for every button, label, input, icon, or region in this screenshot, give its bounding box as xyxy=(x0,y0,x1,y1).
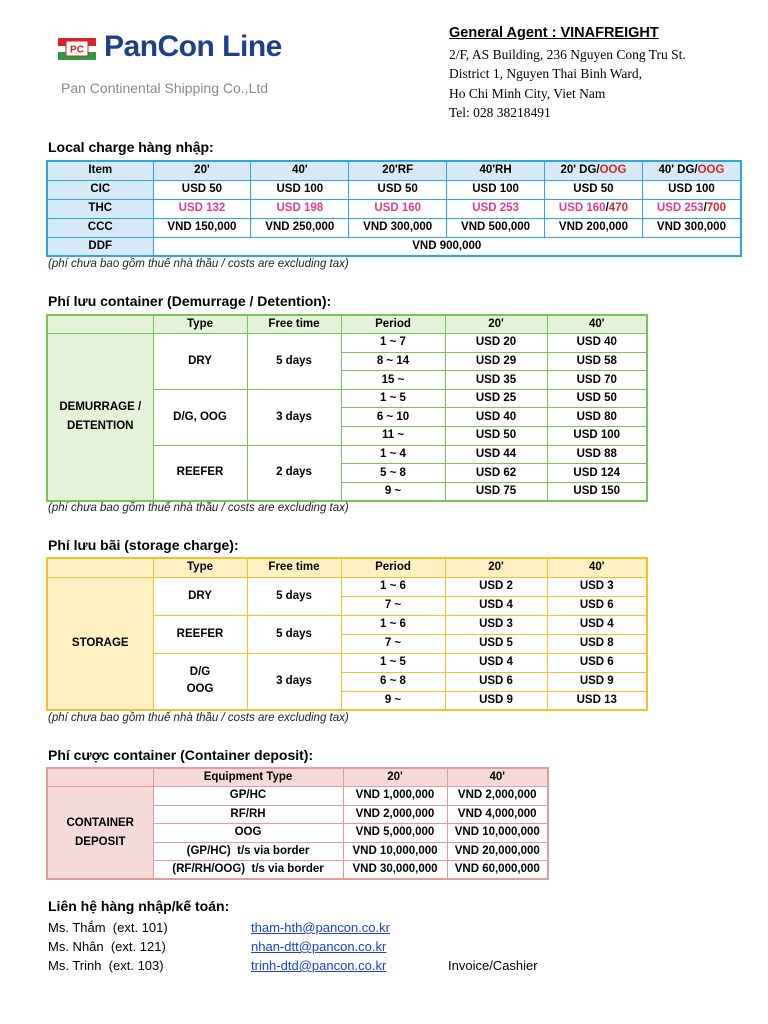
row-label-thc: THC xyxy=(47,199,153,218)
tax-note: (phí chưa bao gồm thuế nhà thầu / costs are excluding tax) xyxy=(48,502,349,514)
table-cell: USD 100 xyxy=(642,180,741,199)
table-cell: USD 2 xyxy=(445,577,547,596)
storage-table xyxy=(46,557,648,711)
table-cell: USD 25 xyxy=(445,389,547,408)
free-time-cell: 2 days xyxy=(247,445,341,501)
period-cell: 8 ~ 14 xyxy=(341,352,445,371)
contact-row xyxy=(48,956,648,975)
deposit-label: CONTAINER DEPOSIT xyxy=(47,787,153,880)
table-cell: VND 5,000,000 xyxy=(343,824,447,843)
table-cell: USD 100 xyxy=(251,180,349,199)
table-cell: USD 6 xyxy=(547,596,647,615)
header-cell: 40' DG/OOG xyxy=(642,161,741,180)
table-cell: USD 44 xyxy=(445,445,547,464)
table-cell: USD 160/470 xyxy=(545,199,643,218)
table-cell: USD 3 xyxy=(547,577,647,596)
contacts-title: Liên hệ hàng nhập/kế toán: xyxy=(48,898,230,914)
header-cell: Type xyxy=(153,315,247,334)
tax-note: (phí chưa bao gồm thuế nhà thầu / costs are excluding tax) xyxy=(48,712,349,724)
header-cell: 20' xyxy=(445,315,547,334)
table-cell: USD 75 xyxy=(445,482,547,501)
table-cell: USD 40 xyxy=(547,334,647,353)
agent-title: General Agent : VINAFREIGHT xyxy=(449,25,659,41)
table-cell: USD 3 xyxy=(445,615,547,634)
contacts-list xyxy=(48,918,648,975)
table-cell: USD 29 xyxy=(445,352,547,371)
table-cell: VND 300,000 xyxy=(642,218,741,237)
address-phone: Tel: 028 38218491 xyxy=(449,105,551,120)
header-cell: Equipment Type xyxy=(153,768,343,787)
contact-name: Ms. Thắm (ext. 101) xyxy=(48,920,168,935)
logo-text: PanCon Line xyxy=(104,30,282,63)
contact-name: Ms. Trinh (ext. 103) xyxy=(48,958,164,973)
free-time-cell: 5 days xyxy=(247,615,341,653)
demurrage-label: DEMURRAGE / DETENTION xyxy=(47,334,153,501)
period-cell: 1 ~ 4 xyxy=(341,445,445,464)
type-cell: REEFER xyxy=(153,615,247,653)
header-cell: Type xyxy=(153,558,247,577)
table-cell: USD 253/700 xyxy=(642,199,741,218)
period-cell: 9 ~ xyxy=(341,691,445,710)
period-cell: 1 ~ 5 xyxy=(341,653,445,672)
type-cell: DRY xyxy=(153,334,247,390)
equipment-cell: RF/RH xyxy=(153,805,343,824)
header-cell xyxy=(47,315,153,334)
table-cell: USD 50 xyxy=(349,180,447,199)
table-cell: USD 100 xyxy=(447,180,545,199)
type-cell: DRY xyxy=(153,577,247,615)
deposit-table xyxy=(46,767,549,880)
storage-title: Phí lưu bãi (storage charge): xyxy=(48,537,239,553)
row-label-ccc: CCC xyxy=(47,218,153,237)
period-cell: 15 ~ xyxy=(341,371,445,390)
contact-email-link[interactable]: trinh-dtd@pancon.co.kr xyxy=(251,958,387,973)
period-cell: 1 ~ 7 xyxy=(341,334,445,353)
table-cell: USD 6 xyxy=(547,653,647,672)
table-cell: VND 2,000,000 xyxy=(343,805,447,824)
table-cell: USD 124 xyxy=(547,464,647,483)
period-cell: 9 ~ xyxy=(341,482,445,501)
free-time-cell: 5 days xyxy=(247,334,341,390)
header-cell: Period xyxy=(341,315,445,334)
free-time-cell: 3 days xyxy=(247,653,341,710)
table-cell: USD 20 xyxy=(445,334,547,353)
header-cell: 20' xyxy=(343,768,447,787)
table-cell: VND 900,000 xyxy=(153,237,741,256)
header-cell: Free time xyxy=(247,558,341,577)
table-cell: USD 50 xyxy=(153,180,251,199)
row-label-cic: CIC xyxy=(47,180,153,199)
header-cell: Period xyxy=(341,558,445,577)
table-cell: USD 50 xyxy=(547,389,647,408)
header-cell: 40' xyxy=(447,768,548,787)
header-cell: 20' DG/OOG xyxy=(545,161,643,180)
period-cell: 6 ~ 10 xyxy=(341,408,445,427)
table-cell: VND 200,000 xyxy=(545,218,643,237)
free-time-cell: 3 days xyxy=(247,389,341,445)
address-line: District 1, Nguyen Thai Binh Ward, xyxy=(449,66,643,81)
period-cell: 1 ~ 6 xyxy=(341,615,445,634)
equipment-cell: OOG xyxy=(153,824,343,843)
type-cell: D/G OOG xyxy=(153,653,247,710)
table-cell: USD 5 xyxy=(445,634,547,653)
local-charge-title: Local charge hàng nhập: xyxy=(48,139,214,155)
table-cell: VND 500,000 xyxy=(447,218,545,237)
type-cell: D/G, OOG xyxy=(153,389,247,445)
header-cell xyxy=(47,558,153,577)
header-cell: 40' xyxy=(547,558,647,577)
type-cell: REEFER xyxy=(153,445,247,501)
table-cell: USD 50 xyxy=(545,180,643,199)
period-cell: 1 ~ 5 xyxy=(341,389,445,408)
table-cell: USD 253 xyxy=(447,199,545,218)
header-cell: 20' xyxy=(445,558,547,577)
logo-badge: PC xyxy=(70,44,84,56)
table-cell: USD 100 xyxy=(547,427,647,446)
table-cell: USD 13 xyxy=(547,691,647,710)
header-cell xyxy=(47,768,153,787)
pancon-flag-icon xyxy=(58,36,96,62)
table-cell: VND 1,000,000 xyxy=(343,787,447,806)
table-cell: USD 8 xyxy=(547,634,647,653)
table-cell: VND 30,000,000 xyxy=(343,861,447,880)
table-cell: VND 300,000 xyxy=(349,218,447,237)
contact-email-link[interactable]: nhan-dtt@pancon.co.kr xyxy=(251,939,387,954)
table-cell: USD 58 xyxy=(547,352,647,371)
demurrage-table xyxy=(46,314,648,502)
contact-name: Ms. Nhân (ext. 121) xyxy=(48,939,166,954)
table-cell: VND 4,000,000 xyxy=(447,805,548,824)
header-cell: 40'RH xyxy=(447,161,545,180)
table-cell: USD 88 xyxy=(547,445,647,464)
table-cell: USD 198 xyxy=(251,199,349,218)
header-cell: 40' xyxy=(251,161,349,180)
equipment-cell: (GP/HC) t/s via border xyxy=(153,842,343,861)
table-cell: USD 6 xyxy=(445,672,547,691)
equipment-cell: GP/HC xyxy=(153,787,343,806)
contact-row xyxy=(48,918,648,937)
demurrage-title: Phí lưu container (Demurrage / Detention): xyxy=(48,293,332,309)
table-cell: VND 10,000,000 xyxy=(343,842,447,861)
table-cell: USD 9 xyxy=(445,691,547,710)
tax-note: (phí chưa bao gồm thuế nhà thầu / costs are excluding tax) xyxy=(48,258,349,270)
equipment-cell: (RF/RH/OOG) t/s via border xyxy=(153,861,343,880)
table-cell: VND 150,000 xyxy=(153,218,251,237)
table-cell: VND 250,000 xyxy=(251,218,349,237)
storage-label: STORAGE xyxy=(47,577,153,710)
header-cell: Free time xyxy=(247,315,341,334)
header-cell: Item xyxy=(47,161,153,180)
address-line: Ho Chi Minh City, Viet Nam xyxy=(449,85,606,101)
table-cell: USD 40 xyxy=(445,408,547,427)
period-cell: 5 ~ 8 xyxy=(341,464,445,483)
table-cell: USD 62 xyxy=(445,464,547,483)
period-cell: 7 ~ xyxy=(341,634,445,653)
table-cell: USD 4 xyxy=(445,653,547,672)
company-subtitle: Pan Continental Shipping Co.,Ltd xyxy=(61,80,269,96)
table-cell: VND 20,000,000 xyxy=(447,842,548,861)
header-cell: 40' xyxy=(547,315,647,334)
table-cell: USD 70 xyxy=(547,371,647,390)
table-cell: VND 60,000,000 xyxy=(447,861,548,880)
deposit-title: Phí cược container (Container deposit): xyxy=(48,747,314,763)
contact-role: Invoice/Cashier xyxy=(448,958,538,973)
table-cell: VND 10,000,000 xyxy=(447,824,548,843)
table-cell: USD 80 xyxy=(547,408,647,427)
company-logo xyxy=(58,30,318,76)
table-cell: USD 150 xyxy=(547,482,647,501)
period-cell: 1 ~ 6 xyxy=(341,577,445,596)
table-cell: USD 9 xyxy=(547,672,647,691)
local-charge-table xyxy=(46,160,742,257)
table-cell: VND 2,000,000 xyxy=(447,787,548,806)
table-cell: USD 160 xyxy=(349,199,447,218)
header-cell: 20' xyxy=(153,161,251,180)
header-cell: 20'RF xyxy=(349,161,447,180)
table-cell: USD 4 xyxy=(445,596,547,615)
table-cell: USD 132 xyxy=(153,199,251,218)
free-time-cell: 5 days xyxy=(247,577,341,615)
agent-address-block xyxy=(449,24,749,123)
contact-email-link[interactable]: tham-hth@pancon.co.kr xyxy=(251,920,390,935)
address-line: 2/F, AS Building, 236 Nguyen Cong Tru St. xyxy=(449,46,686,62)
period-cell: 11 ~ xyxy=(341,427,445,446)
period-cell: 6 ~ 8 xyxy=(341,672,445,691)
contact-row xyxy=(48,937,648,956)
period-cell: 7 ~ xyxy=(341,596,445,615)
row-label-ddf: DDF xyxy=(47,237,153,256)
table-cell: USD 50 xyxy=(445,427,547,446)
table-cell: USD 4 xyxy=(547,615,647,634)
table-cell: USD 35 xyxy=(445,371,547,390)
